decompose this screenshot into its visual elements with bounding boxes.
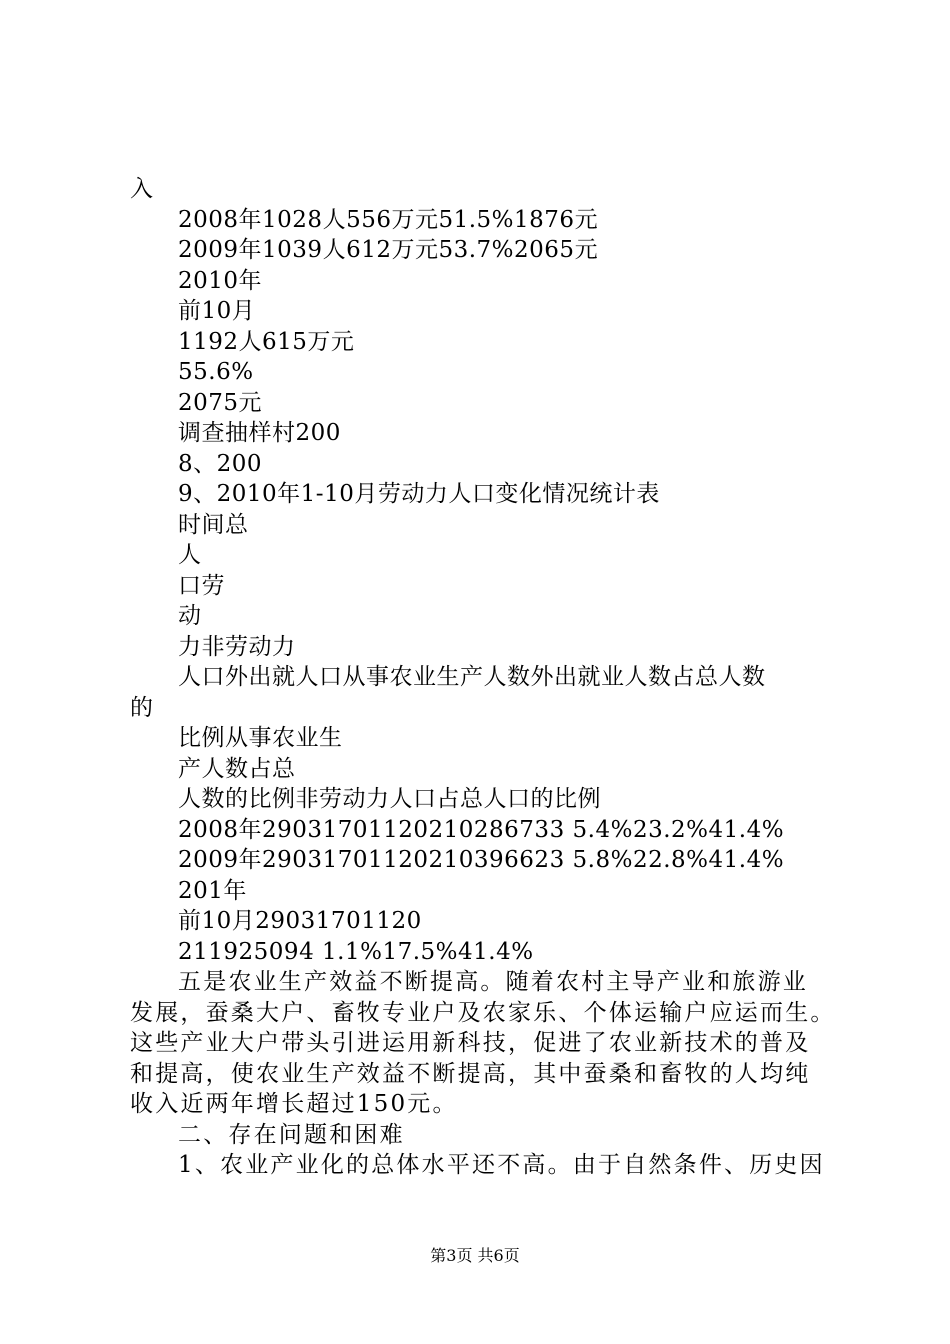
text-line: 55.6%: [178, 359, 254, 385]
page-footer: 第3页 共6页: [430, 1246, 520, 1265]
text-line: 1、农业产业化的总体水平还不高。由于自然条件、历史因: [178, 1152, 825, 1178]
text-line: 调查抽样村200: [178, 420, 341, 446]
text-line: 9、2010年1-10月劳动力人口变化情况统计表: [178, 481, 660, 507]
text-line: 和提高，使农业生产效益不断提高，其中蚕桑和畜牧的人均纯: [130, 1060, 811, 1087]
text-line: 口劳: [178, 572, 225, 599]
text-line: 产人数占总: [178, 755, 296, 782]
text-line: 前10月: [178, 298, 256, 324]
text-line: 人口外出就人口从事农业生产人数外出就业人数占总人数: [178, 664, 766, 690]
text-line: 二、存在问题和困难: [178, 1121, 405, 1148]
text-line: 入: [130, 176, 154, 202]
text-line: 发展，蚕桑大户、畜牧专业户及农家乐、个体运输户应运而生。: [130, 999, 836, 1026]
text-line: 的: [130, 694, 154, 721]
text-line: 2009年1039人612万元53.7%2065元: [178, 237, 599, 263]
text-line: 211925094 1.1%17.5%41.4%: [178, 938, 534, 965]
text-line: 1192人615万元: [178, 328, 355, 355]
text-line: 比例从事农业生: [178, 725, 343, 751]
text-line: 收入近两年增长超过150元。: [130, 1091, 458, 1117]
text-line: 人数的比例非劳动力人口占总人口的比例: [178, 786, 601, 812]
text-line: 201年: [178, 877, 247, 904]
text-line: 力非劳动力: [178, 633, 296, 660]
text-line: 2075元: [178, 389, 263, 416]
text-line: 2010年: [178, 267, 263, 294]
stat-table-lines: [130, 174, 850, 967]
document-body: [130, 174, 850, 1181]
text-line: 人: [178, 542, 202, 568]
text-line: 时间总: [178, 511, 249, 538]
text-line: 8、200: [178, 450, 263, 477]
text-line: 前10月29031701120: [178, 908, 422, 934]
paragraph-text: [130, 967, 850, 1181]
text-line: 2008年1028人556万元51.5%1876元: [178, 206, 599, 233]
text-line: 这些产业大户带头引进运用新科技，促进了农业新技术的普及: [130, 1030, 811, 1056]
text-line: 2009年29031701120210396623 5.8%22.8%41.4%: [178, 847, 785, 873]
text-line: 2008年29031701120210286733 5.4%23.2%41.4%: [178, 816, 785, 843]
text-line: 五是农业生产效益不断提高。随着农村主导产业和旅游业: [178, 969, 808, 995]
text-line: 动: [178, 603, 202, 629]
